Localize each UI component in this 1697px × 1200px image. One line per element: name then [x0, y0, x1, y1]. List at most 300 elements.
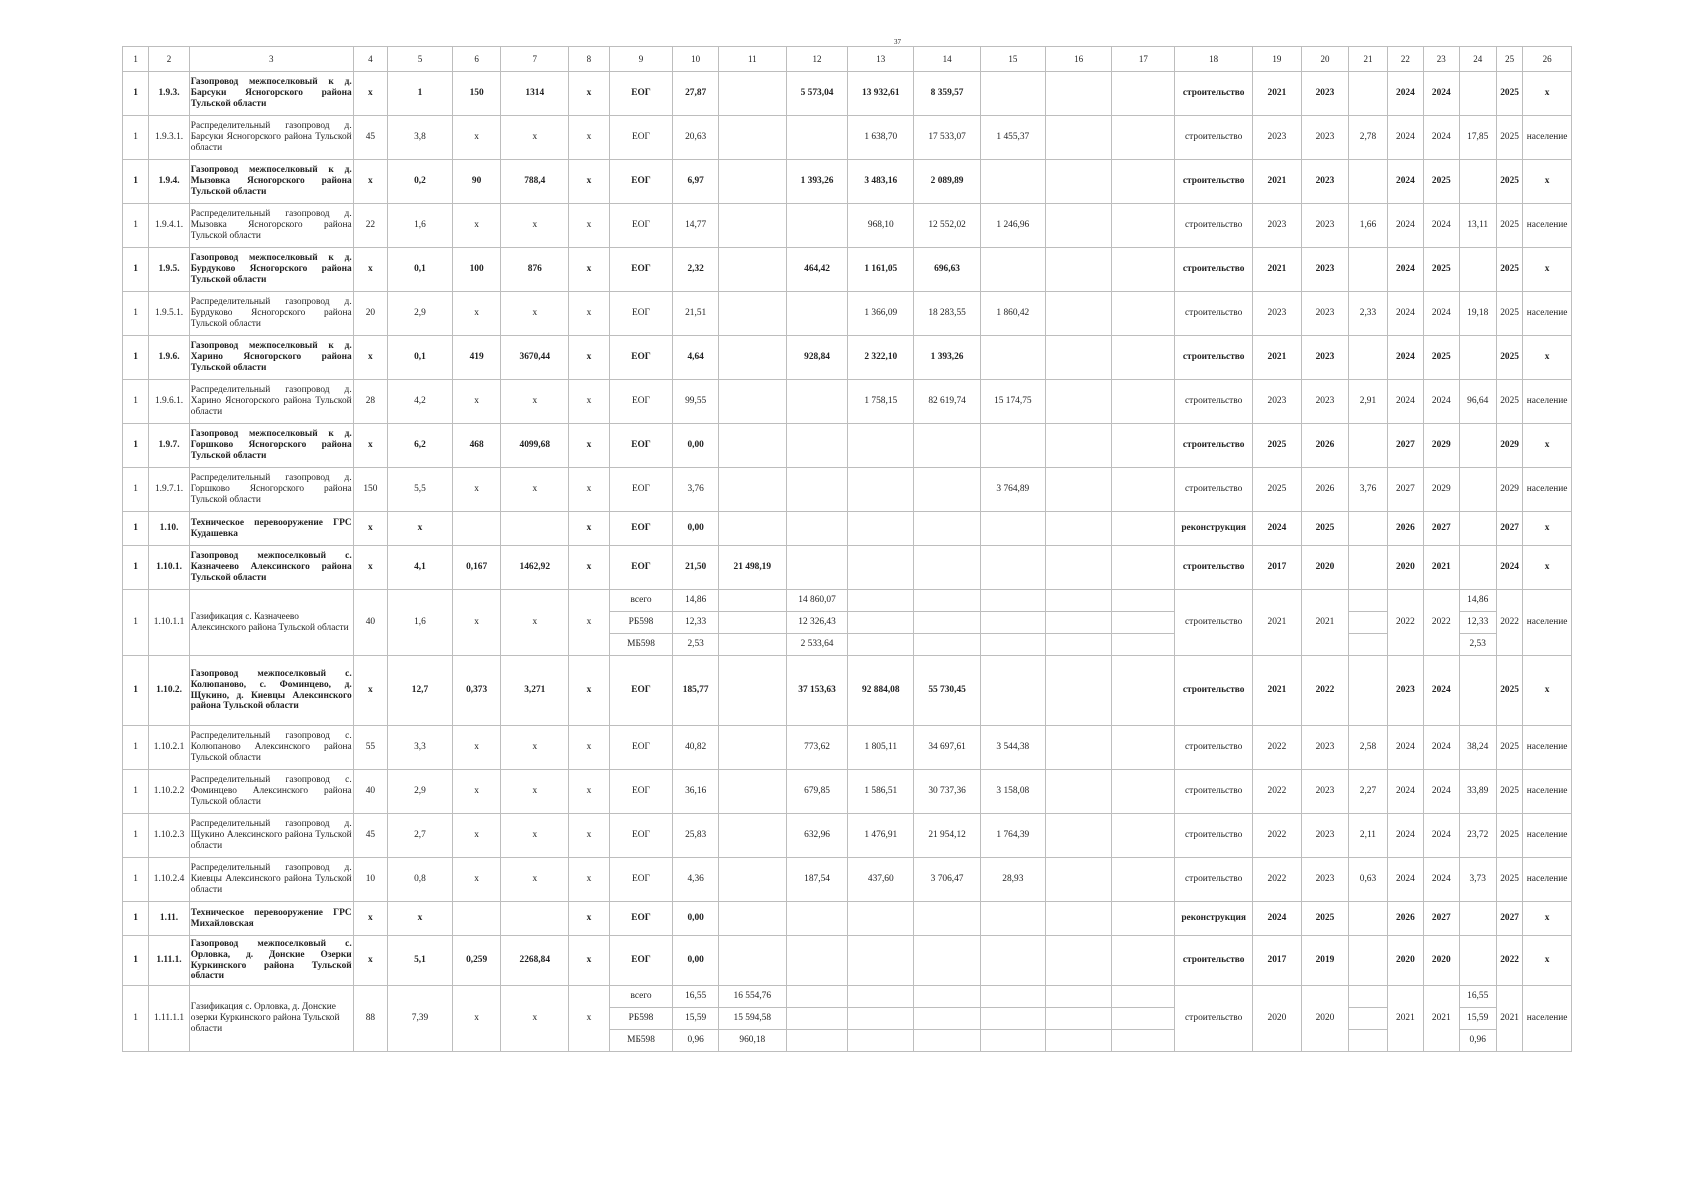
cell-col-1: 1 [123, 656, 149, 726]
cell-col-17 [1112, 612, 1175, 634]
cell-col-24: 0,96 [1459, 1030, 1496, 1052]
cell-col-1: 1 [123, 546, 149, 590]
cell-col-21 [1349, 336, 1387, 380]
cell-col-4: 88 [353, 986, 387, 1052]
cell-col-18: строительство [1175, 160, 1253, 204]
cell-col-6: x [452, 726, 501, 770]
cell-col-17 [1112, 204, 1175, 248]
cell-col-6 [452, 512, 501, 546]
cell-col-3: Газопровод межпоселковый с. Орловка, д. Донские Озерки Куркинского района Тульской области [189, 936, 353, 986]
cell-col-11 [718, 612, 786, 634]
cell-col-22: 2024 [1387, 380, 1423, 424]
cell-col-15 [980, 160, 1045, 204]
cell-col-11 [718, 380, 786, 424]
cell-col-23: 2022 [1424, 590, 1459, 656]
header-cell-18: 18 [1175, 47, 1253, 72]
cell-col-7: 3,271 [501, 656, 569, 726]
cell-col-15 [980, 336, 1045, 380]
cell-col-6: x [452, 468, 501, 512]
cell-col-18: строительство [1175, 770, 1253, 814]
cell-col-13: 1 161,05 [848, 248, 914, 292]
cell-col-22: 2021 [1387, 986, 1423, 1052]
cell-col-26: x [1523, 902, 1572, 936]
cell-col-13: 13 932,61 [848, 72, 914, 116]
cell-col-6: x [452, 204, 501, 248]
cell-col-9: ЕОГ [609, 656, 673, 726]
cell-col-16 [1045, 546, 1112, 590]
cell-col-7 [501, 902, 569, 936]
cell-col-20: 2023 [1301, 248, 1349, 292]
cell-col-7: 2268,84 [501, 936, 569, 986]
page-number: 37 [894, 38, 901, 46]
cell-col-6: x [452, 770, 501, 814]
cell-col-26: x [1523, 656, 1572, 726]
cell-col-21 [1349, 656, 1387, 726]
cell-col-3: Газопровод межпоселковый к д. Барсуки Ясногорского района Тульской области [189, 72, 353, 116]
cell-col-12 [786, 380, 848, 424]
cell-col-6: x [452, 814, 501, 858]
cell-col-9: ЕОГ [609, 902, 673, 936]
cell-col-2: 1.10.2.2 [149, 770, 189, 814]
table-row [123, 424, 1572, 468]
cell-col-7: 1462,92 [501, 546, 569, 590]
cell-col-26: x [1523, 546, 1572, 590]
cell-col-11 [718, 656, 786, 726]
cell-col-21 [1349, 546, 1387, 590]
cell-col-14: 55 730,45 [914, 656, 981, 726]
cell-col-23: 2024 [1424, 656, 1459, 726]
cell-col-10: 0,00 [673, 512, 719, 546]
cell-col-4: x [353, 936, 387, 986]
cell-col-21 [1349, 590, 1387, 612]
cell-col-19: 2017 [1253, 936, 1302, 986]
cell-col-7: x [501, 726, 569, 770]
cell-col-11 [718, 590, 786, 612]
cell-col-7: x [501, 116, 569, 160]
cell-col-21 [1349, 986, 1387, 1008]
cell-col-1: 1 [123, 116, 149, 160]
cell-col-17 [1112, 814, 1175, 858]
cell-col-22: 2023 [1387, 656, 1423, 726]
table-row [123, 546, 1572, 590]
cell-col-11 [718, 468, 786, 512]
header-cell-12: 12 [786, 47, 848, 72]
cell-col-22: 2020 [1387, 546, 1423, 590]
cell-col-6: x [452, 986, 501, 1052]
cell-col-11: 21 498,19 [718, 546, 786, 590]
cell-col-20: 2023 [1301, 770, 1349, 814]
cell-col-15 [980, 612, 1045, 634]
cell-col-17 [1112, 116, 1175, 160]
cell-col-18: строительство [1175, 72, 1253, 116]
cell-col-13: 1 476,91 [848, 814, 914, 858]
cell-col-22: 2024 [1387, 204, 1423, 248]
cell-col-23: 2025 [1424, 336, 1459, 380]
cell-col-22: 2027 [1387, 424, 1423, 468]
cell-col-18: строительство [1175, 248, 1253, 292]
cell-col-13 [848, 634, 914, 656]
cell-col-3: Распределительный газопровод д. Харино Ясногорского района Тульской области [189, 380, 353, 424]
cell-col-8: x [569, 902, 609, 936]
cell-col-12: 928,84 [786, 336, 848, 380]
cell-col-3: Распределительный газопровод д. Горшково Ясногорского района Тульской области [189, 468, 353, 512]
cell-col-14 [914, 1030, 981, 1052]
cell-col-23: 2025 [1424, 248, 1459, 292]
cell-col-15 [980, 424, 1045, 468]
cell-col-21: 0,63 [1349, 858, 1387, 902]
cell-col-10: 40,82 [673, 726, 719, 770]
cell-col-6: 0,373 [452, 656, 501, 726]
cell-col-12: 14 860,07 [786, 590, 848, 612]
cell-col-3: Распределительный газопровод д. Киевцы Алексинского района Тульской области [189, 858, 353, 902]
cell-col-20: 2023 [1301, 380, 1349, 424]
cell-col-2: 1.9.7.1. [149, 468, 189, 512]
cell-col-23: 2021 [1424, 546, 1459, 590]
header-cell-24: 24 [1459, 47, 1496, 72]
cell-col-14 [914, 424, 981, 468]
cell-col-18: строительство [1175, 936, 1253, 986]
cell-col-7: 3670,44 [501, 336, 569, 380]
table-row [123, 204, 1572, 248]
cell-col-25: 2027 [1496, 512, 1522, 546]
cell-col-26: население [1523, 204, 1572, 248]
cell-col-2: 1.10.2.4 [149, 858, 189, 902]
cell-col-13 [848, 612, 914, 634]
cell-col-8: x [569, 986, 609, 1052]
cell-col-26: население [1523, 116, 1572, 160]
cell-col-10: 4,64 [673, 336, 719, 380]
cell-col-12 [786, 512, 848, 546]
cell-col-9: ЕОГ [609, 116, 673, 160]
cell-col-10: 25,83 [673, 814, 719, 858]
cell-col-20: 2020 [1301, 546, 1349, 590]
cell-col-21: 2,58 [1349, 726, 1387, 770]
cell-col-10: 15,59 [673, 1008, 719, 1030]
cell-col-19: 2022 [1253, 858, 1302, 902]
cell-col-3: Распределительный газопровод д. Щукино Алексинского района Тульской области [189, 814, 353, 858]
cell-col-5: 5,5 [388, 468, 453, 512]
cell-col-17 [1112, 248, 1175, 292]
cell-col-24 [1459, 160, 1496, 204]
cell-col-1: 1 [123, 770, 149, 814]
cell-col-9: ЕОГ [609, 424, 673, 468]
cell-col-7: x [501, 292, 569, 336]
cell-col-16 [1045, 634, 1112, 656]
cell-col-21 [1349, 634, 1387, 656]
cell-col-8: x [569, 858, 609, 902]
cell-col-16 [1045, 204, 1112, 248]
cell-col-21 [1349, 72, 1387, 116]
cell-col-17 [1112, 512, 1175, 546]
header-cell-26: 26 [1523, 47, 1572, 72]
cell-col-19: 2022 [1253, 726, 1302, 770]
cell-col-2: 1.10.1.1 [149, 590, 189, 656]
cell-col-16 [1045, 468, 1112, 512]
cell-col-7: x [501, 858, 569, 902]
cell-col-13 [848, 902, 914, 936]
header-cell-13: 13 [848, 47, 914, 72]
table-row [123, 656, 1572, 726]
cell-col-2: 1.11.1.1 [149, 986, 189, 1052]
cell-col-19: 2021 [1253, 590, 1302, 656]
cell-col-11 [718, 512, 786, 546]
cell-col-24 [1459, 72, 1496, 116]
cell-col-24 [1459, 936, 1496, 986]
cell-col-7: x [501, 986, 569, 1052]
cell-col-25: 2025 [1496, 72, 1522, 116]
cell-col-24: 23,72 [1459, 814, 1496, 858]
table-row [123, 336, 1572, 380]
cell-col-16 [1045, 1008, 1112, 1030]
cell-col-5: 3,8 [388, 116, 453, 160]
cell-col-18: строительство [1175, 986, 1253, 1052]
cell-col-25: 2025 [1496, 116, 1522, 160]
cell-col-22: 2024 [1387, 160, 1423, 204]
cell-col-22: 2024 [1387, 336, 1423, 380]
cell-col-19: 2021 [1253, 160, 1302, 204]
cell-col-17 [1112, 634, 1175, 656]
cell-col-24: 19,18 [1459, 292, 1496, 336]
cell-col-23: 2024 [1424, 116, 1459, 160]
cell-col-18: строительство [1175, 814, 1253, 858]
cell-col-25: 2022 [1496, 936, 1522, 986]
table-row [123, 770, 1572, 814]
gas-pipeline-table [122, 46, 1572, 1052]
cell-col-8: x [569, 336, 609, 380]
cell-col-21 [1349, 936, 1387, 986]
cell-col-25: 2025 [1496, 770, 1522, 814]
cell-col-7: x [501, 814, 569, 858]
header-cell-14: 14 [914, 47, 981, 72]
cell-col-12: 632,96 [786, 814, 848, 858]
cell-col-13: 1 805,11 [848, 726, 914, 770]
cell-col-24: 38,24 [1459, 726, 1496, 770]
cell-col-11: 960,18 [718, 1030, 786, 1052]
cell-col-3: Газопровод межпоселковый к д. Харино Ясногорского района Тульской области [189, 336, 353, 380]
cell-col-6: 419 [452, 336, 501, 380]
cell-col-19: 2017 [1253, 546, 1302, 590]
cell-col-25: 2025 [1496, 248, 1522, 292]
cell-col-12 [786, 902, 848, 936]
cell-col-26: население [1523, 770, 1572, 814]
cell-col-1: 1 [123, 858, 149, 902]
cell-col-4: 55 [353, 726, 387, 770]
cell-col-23: 2029 [1424, 424, 1459, 468]
cell-col-17 [1112, 424, 1175, 468]
cell-col-4: x [353, 656, 387, 726]
cell-col-20: 2023 [1301, 858, 1349, 902]
cell-col-25: 2025 [1496, 656, 1522, 726]
cell-col-16 [1045, 726, 1112, 770]
cell-col-23: 2020 [1424, 936, 1459, 986]
cell-col-9: МБ598 [609, 634, 673, 656]
cell-col-14: 3 706,47 [914, 858, 981, 902]
cell-col-7: 788,4 [501, 160, 569, 204]
cell-col-5: 1 [388, 72, 453, 116]
cell-col-2: 1.10.1. [149, 546, 189, 590]
cell-col-19: 2025 [1253, 424, 1302, 468]
cell-col-20: 2023 [1301, 814, 1349, 858]
cell-col-13 [848, 590, 914, 612]
table-row [123, 248, 1572, 292]
cell-col-16 [1045, 248, 1112, 292]
header-row [123, 47, 1572, 72]
cell-col-24 [1459, 656, 1496, 726]
cell-col-1: 1 [123, 590, 149, 656]
cell-col-21: 3,76 [1349, 468, 1387, 512]
cell-col-21 [1349, 248, 1387, 292]
cell-col-19: 2024 [1253, 902, 1302, 936]
cell-col-26: x [1523, 936, 1572, 986]
cell-col-16 [1045, 380, 1112, 424]
header-cell-20: 20 [1301, 47, 1349, 72]
cell-col-26: население [1523, 468, 1572, 512]
cell-col-13: 1 638,70 [848, 116, 914, 160]
cell-col-22: 2024 [1387, 726, 1423, 770]
cell-col-12 [786, 424, 848, 468]
cell-col-15 [980, 1008, 1045, 1030]
cell-col-13 [848, 468, 914, 512]
cell-col-24: 17,85 [1459, 116, 1496, 160]
cell-col-5: 4,1 [388, 546, 453, 590]
cell-col-10: 0,00 [673, 902, 719, 936]
cell-col-24: 3,73 [1459, 858, 1496, 902]
cell-col-12: 37 153,63 [786, 656, 848, 726]
cell-col-22: 2024 [1387, 72, 1423, 116]
cell-col-9: ЕОГ [609, 160, 673, 204]
cell-col-6: 100 [452, 248, 501, 292]
cell-col-17 [1112, 986, 1175, 1008]
cell-col-15: 3 158,08 [980, 770, 1045, 814]
cell-col-23: 2027 [1424, 512, 1459, 546]
cell-col-9: ЕОГ [609, 380, 673, 424]
cell-col-12: 1 393,26 [786, 160, 848, 204]
cell-col-9: ЕОГ [609, 336, 673, 380]
cell-col-24: 14,86 [1459, 590, 1496, 612]
table-row [123, 380, 1572, 424]
cell-col-12: 2 533,64 [786, 634, 848, 656]
cell-col-26: население [1523, 814, 1572, 858]
cell-col-12: 464,42 [786, 248, 848, 292]
table-row [123, 116, 1572, 160]
cell-col-14 [914, 546, 981, 590]
cell-col-14 [914, 468, 981, 512]
cell-col-5: x [388, 902, 453, 936]
cell-col-25: 2025 [1496, 160, 1522, 204]
table-row-subsource [123, 590, 1572, 612]
cell-col-19: 2023 [1253, 380, 1302, 424]
cell-col-7 [501, 512, 569, 546]
cell-col-10: 2,53 [673, 634, 719, 656]
cell-col-20: 2023 [1301, 292, 1349, 336]
cell-col-21 [1349, 1030, 1387, 1052]
cell-col-1: 1 [123, 336, 149, 380]
cell-col-11 [718, 160, 786, 204]
cell-col-1: 1 [123, 814, 149, 858]
cell-col-8: x [569, 468, 609, 512]
cell-col-25: 2025 [1496, 726, 1522, 770]
cell-col-5: 3,3 [388, 726, 453, 770]
cell-col-6 [452, 902, 501, 936]
header-cell-16: 16 [1045, 47, 1112, 72]
cell-col-26: x [1523, 336, 1572, 380]
cell-col-13: 968,10 [848, 204, 914, 248]
cell-col-2: 1.9.6.1. [149, 380, 189, 424]
cell-col-24 [1459, 546, 1496, 590]
cell-col-19: 2024 [1253, 512, 1302, 546]
cell-col-6: x [452, 292, 501, 336]
cell-col-16 [1045, 656, 1112, 726]
header-cell-17: 17 [1112, 47, 1175, 72]
cell-col-5: 0,1 [388, 336, 453, 380]
table-row [123, 512, 1572, 546]
cell-col-10: 36,16 [673, 770, 719, 814]
cell-col-17 [1112, 902, 1175, 936]
cell-col-8: x [569, 160, 609, 204]
cell-col-7: 876 [501, 248, 569, 292]
cell-col-15 [980, 248, 1045, 292]
cell-col-9: ЕОГ [609, 512, 673, 546]
cell-col-10: 20,63 [673, 116, 719, 160]
cell-col-8: x [569, 424, 609, 468]
cell-col-7: 4099,68 [501, 424, 569, 468]
cell-col-5: x [388, 512, 453, 546]
cell-col-17 [1112, 336, 1175, 380]
header-cell-3: 3 [189, 47, 353, 72]
cell-col-24 [1459, 468, 1496, 512]
cell-col-4: x [353, 546, 387, 590]
cell-col-9: РБ598 [609, 612, 673, 634]
cell-col-21: 2,78 [1349, 116, 1387, 160]
cell-col-1: 1 [123, 204, 149, 248]
cell-col-14: 21 954,12 [914, 814, 981, 858]
cell-col-16 [1045, 858, 1112, 902]
cell-col-14: 82 619,74 [914, 380, 981, 424]
cell-col-8: x [569, 656, 609, 726]
header-cell-5: 5 [388, 47, 453, 72]
cell-col-10: 0,00 [673, 424, 719, 468]
cell-col-1: 1 [123, 248, 149, 292]
header-cell-6: 6 [452, 47, 501, 72]
cell-col-23: 2024 [1424, 292, 1459, 336]
header-cell-25: 25 [1496, 47, 1522, 72]
cell-col-8: x [569, 292, 609, 336]
cell-col-4: 28 [353, 380, 387, 424]
cell-col-5: 12,7 [388, 656, 453, 726]
cell-col-24: 12,33 [1459, 612, 1496, 634]
cell-col-9: ЕОГ [609, 770, 673, 814]
cell-col-17 [1112, 590, 1175, 612]
cell-col-26: x [1523, 424, 1572, 468]
cell-col-9: ЕОГ [609, 292, 673, 336]
cell-col-15 [980, 590, 1045, 612]
cell-col-16 [1045, 612, 1112, 634]
cell-col-4: 45 [353, 116, 387, 160]
cell-col-3: Распределительный газопровод д. Барсуки Ясногорского района Тульской области [189, 116, 353, 160]
cell-col-12 [786, 546, 848, 590]
cell-col-20: 2019 [1301, 936, 1349, 986]
cell-col-6: 0,259 [452, 936, 501, 986]
cell-col-24: 15,59 [1459, 1008, 1496, 1030]
cell-col-16 [1045, 424, 1112, 468]
cell-col-22: 2022 [1387, 590, 1423, 656]
cell-col-23: 2025 [1424, 160, 1459, 204]
cell-col-7: 1314 [501, 72, 569, 116]
cell-col-17 [1112, 1008, 1175, 1030]
header-cell-22: 22 [1387, 47, 1423, 72]
cell-col-10: 6,97 [673, 160, 719, 204]
cell-col-16 [1045, 336, 1112, 380]
